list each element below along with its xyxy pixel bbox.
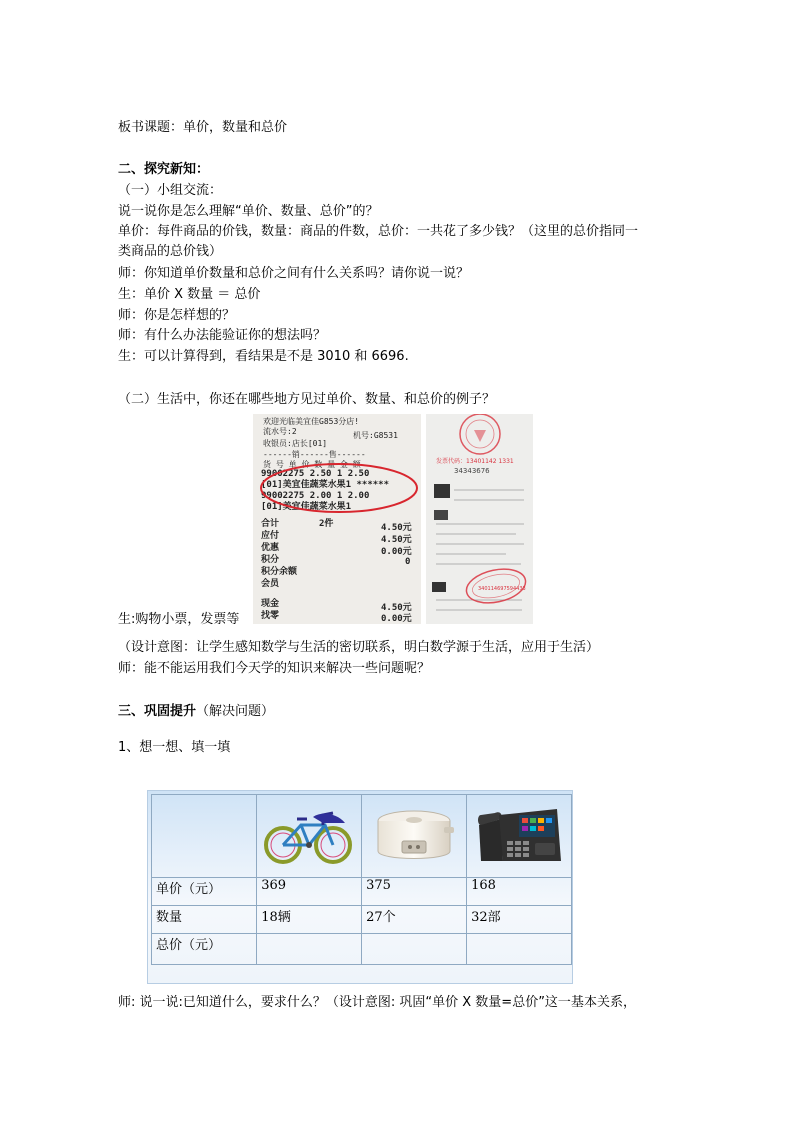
shopping-receipt-photo xyxy=(253,414,421,624)
quantity-bicycle: 18辆 xyxy=(257,906,362,934)
total-price-bicycle xyxy=(257,934,362,965)
invoice-photo xyxy=(426,414,533,624)
subsection-2: （二）生活中，你还在哪些地方见过单价、数量、和总价的例子？ xyxy=(118,392,496,407)
desk-phone-icon xyxy=(475,805,563,867)
table-row xyxy=(152,906,572,934)
receipt-serial: 流水号:2 xyxy=(263,427,297,436)
unit-price-phone: 168 xyxy=(467,878,572,906)
receipt-due-label: 应付 xyxy=(261,531,280,541)
bicycle-icon xyxy=(263,803,355,869)
bicycle-cell xyxy=(257,795,362,878)
receipt-discount-amount: 0.00元 xyxy=(381,547,412,557)
receipt-points-label: 积分 xyxy=(261,555,280,565)
question-line: 说一说你是怎么理解“单价、数量、总价”的？ xyxy=(118,204,379,219)
subsection-1: （一）小组交流： xyxy=(118,183,223,198)
unit-price-bicycle: 369 xyxy=(257,878,362,906)
row-label-unit-price: 单价（元） xyxy=(152,878,257,906)
receipt-total-label: 合计 xyxy=(261,519,280,529)
student-line-2: 生：可以计算得到，看结果是不是 3010 和 6696. xyxy=(118,349,409,364)
teacher-line-5: 师: 说一说:已知道什么，要求什么？（设计意图: 巩固“单价 X 数量=总价”这一基本关系， xyxy=(118,995,636,1010)
unit-price-rice-cooker: 375 xyxy=(362,878,467,906)
board-title: 板书课题：单价，数量和总价 xyxy=(118,120,288,135)
receipt-cash-label: 现金 xyxy=(261,599,280,609)
receipt-item-1: 99002275 2.50 1 2.50 xyxy=(261,469,370,479)
receipt-points-value: 0 xyxy=(405,557,411,567)
section-2-heading: 二、探究新知： xyxy=(118,162,210,177)
teacher-line-4: 师：能不能运用我们今天学的知识来解决一些问题呢？ xyxy=(118,661,431,676)
receipt-change-amount: 0.00元 xyxy=(381,614,412,624)
definition-line-1: 单价：每件商品的价钱，数量：商品的件数，总价：一共花了多少钱？（这里的总价指同一 xyxy=(118,224,639,239)
receipt-member-label: 会员 xyxy=(261,579,280,589)
receipt-cash-amount: 4.50元 xyxy=(381,603,412,613)
student-line-1: 生：单价 X 数量 ＝ 总价 xyxy=(118,287,261,302)
receipt-item-1-name: [01]美宜佳蔬菜水果1 ****** xyxy=(261,480,390,490)
rice-cooker-cell xyxy=(362,795,467,878)
receipt-sale-divider: ------销------售------ xyxy=(263,450,366,459)
table-row xyxy=(152,878,572,906)
teacher-line-2: 师：你是怎样想的？ xyxy=(118,308,236,323)
total-price-rice-cooker xyxy=(362,934,467,965)
receipt-total-amount: 4.50元 xyxy=(381,523,412,533)
desk-phone-cell xyxy=(467,795,572,878)
exercise-table-container xyxy=(147,790,573,984)
section-3-title: 三、巩固提升 xyxy=(118,704,197,719)
row-label-quantity: 数量 xyxy=(152,906,257,934)
section-3-subtitle: （解决问题） xyxy=(196,704,275,719)
student-line-3: 生:购物小票，发票等 xyxy=(118,612,240,627)
definition-line-2: 类商品的总价钱） xyxy=(118,244,223,259)
teacher-line-3: 师：有什么办法能验证你的想法吗？ xyxy=(118,328,327,343)
table-image-row xyxy=(152,795,572,878)
row-label-total-price: 总价（元） xyxy=(152,934,257,965)
receipt-balance-label: 积分余额 xyxy=(261,567,298,577)
receipt-item-2-name: [01]美宜佳蔬菜水果1 xyxy=(261,502,352,512)
total-price-phone xyxy=(467,934,572,965)
receipt-machine-no: 机号:G8531 xyxy=(353,431,398,440)
receipt-change-label: 找零 xyxy=(261,611,280,621)
design-intent-1: （设计意图：让学生感知数学与生活的密切联系，明白数学源于生活，应用于生活） xyxy=(118,640,600,655)
teacher-line-1: 师：你知道单价数量和总价之间有什么关系吗？请你说一说？ xyxy=(118,266,470,281)
invoice-code: 发票代码：13401142 1331 xyxy=(436,458,514,465)
table-row xyxy=(152,934,572,965)
receipt-header: 欢迎光临美宜佳G853分店! xyxy=(263,417,360,426)
receipt-discount-label: 优惠 xyxy=(261,543,280,553)
section-3-heading xyxy=(118,702,274,722)
receipt-cashier: 收银员:店长[01] xyxy=(263,439,328,448)
rice-cooker-icon xyxy=(368,805,460,867)
receipt-due-amount: 4.50元 xyxy=(381,535,412,545)
receipt-total-qty: 2件 xyxy=(319,519,334,529)
invoice-stamp-number: 340114697594433 xyxy=(478,586,526,592)
quantity-rice-cooker: 27个 xyxy=(362,906,467,934)
exercise-table xyxy=(151,794,572,965)
invoice-number: 34343676 xyxy=(454,467,490,475)
receipt-column-header: 货 号 单 价 数 量 金 额 xyxy=(263,460,361,469)
exercise-1-title: 1、想一想、填一填 xyxy=(118,740,231,755)
receipt-item-2: 99002275 2.00 1 2.00 xyxy=(261,491,370,501)
table-corner-cell xyxy=(152,795,257,878)
quantity-phone: 32部 xyxy=(467,906,572,934)
